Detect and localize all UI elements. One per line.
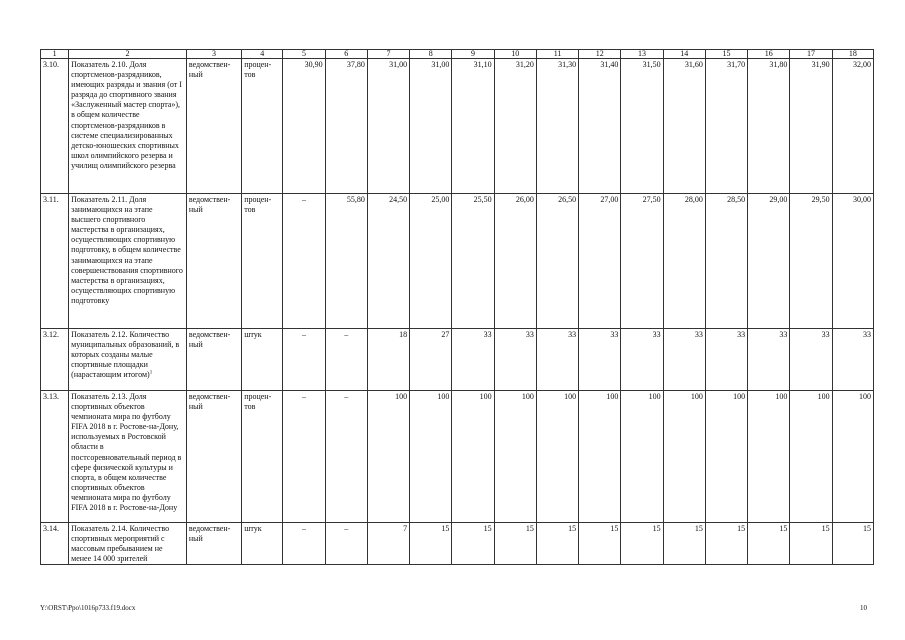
- unit-cell: процен-тов: [242, 194, 283, 329]
- value-cell: 27,00: [579, 194, 621, 329]
- value-cell: 18: [367, 329, 409, 391]
- value-cell: 29,50: [790, 194, 832, 329]
- table-row: [41, 329, 874, 391]
- row-number-cell: 3.11.: [41, 194, 69, 329]
- unit-cell: штук: [242, 329, 283, 391]
- value-cell: 28,50: [705, 194, 747, 329]
- value-cell: 31,20: [494, 59, 536, 194]
- value-cell: 100: [705, 391, 747, 523]
- value-cell: 100: [621, 391, 663, 523]
- page-number: 10: [860, 604, 867, 612]
- value-cell: 33: [452, 329, 494, 391]
- value-cell: 100: [748, 391, 790, 523]
- value-cell: 33: [536, 329, 578, 391]
- row-number-cell: 3.10.: [41, 59, 69, 194]
- table-row: [41, 391, 874, 523]
- value-cell: 33: [705, 329, 747, 391]
- value-cell: 26,00: [494, 194, 536, 329]
- value-cell: 15: [410, 523, 452, 565]
- value-cell: 33: [790, 329, 832, 391]
- value-cell: 100: [367, 391, 409, 523]
- header-cell: 6: [325, 50, 367, 59]
- table-row: [41, 59, 874, 194]
- value-cell: 28,00: [663, 194, 705, 329]
- value-cell: –: [283, 329, 325, 391]
- value-cell: 15: [452, 523, 494, 565]
- value-cell: 100: [536, 391, 578, 523]
- value-cell: –: [283, 194, 325, 329]
- value-cell: 15: [621, 523, 663, 565]
- value-cell: 100: [832, 391, 873, 523]
- value-cell: 31,40: [579, 59, 621, 194]
- value-cell: 15: [579, 523, 621, 565]
- value-cell: 15: [663, 523, 705, 565]
- value-cell: 25,00: [410, 194, 452, 329]
- value-cell: 33: [663, 329, 705, 391]
- value-cell: 30,90: [283, 59, 325, 194]
- indicators-table: [40, 49, 874, 565]
- header-cell: 4: [242, 50, 283, 59]
- value-cell: 24,50: [367, 194, 409, 329]
- value-cell: 100: [579, 391, 621, 523]
- value-cell: 27: [410, 329, 452, 391]
- value-cell: 30,00: [832, 194, 873, 329]
- value-cell: 31,10: [452, 59, 494, 194]
- header-cell: 15: [705, 50, 747, 59]
- header-cell: 12: [579, 50, 621, 59]
- value-cell: 15: [494, 523, 536, 565]
- value-cell: 15: [748, 523, 790, 565]
- table-row: [41, 194, 874, 329]
- table-row: [41, 523, 874, 565]
- indicator-type-cell: ведомствен-ный: [186, 391, 241, 523]
- value-cell: 31,80: [748, 59, 790, 194]
- value-cell: 7: [367, 523, 409, 565]
- value-cell: 33: [621, 329, 663, 391]
- value-cell: 15: [705, 523, 747, 565]
- indicator-type-cell: ведомствен-ный: [186, 59, 241, 194]
- value-cell: 31,00: [367, 59, 409, 194]
- value-cell: 33: [748, 329, 790, 391]
- header-cell: 11: [536, 50, 578, 59]
- header-cell: 7: [367, 50, 409, 59]
- value-cell: 31,70: [705, 59, 747, 194]
- unit-cell: процен-тов: [242, 59, 283, 194]
- value-cell: 15: [536, 523, 578, 565]
- unit-cell: штук: [242, 523, 283, 565]
- header-cell: 10: [494, 50, 536, 59]
- header-cell: 17: [790, 50, 832, 59]
- indicator-name-cell: Показатель 2.12. Количество муниципальных образований, в которых созданы малые спортивные площадки (нарастающим итогом)$^1$: [69, 329, 187, 391]
- unit-cell: процен-тов: [242, 391, 283, 523]
- row-number-cell: 3.14.: [41, 523, 69, 565]
- value-cell: –: [325, 523, 367, 565]
- value-cell: –: [325, 329, 367, 391]
- value-cell: 37,80: [325, 59, 367, 194]
- header-cell: 9: [452, 50, 494, 59]
- header-cell: 13: [621, 50, 663, 59]
- value-cell: 33: [832, 329, 873, 391]
- row-number-cell: 3.13.: [41, 391, 69, 523]
- indicator-name-cell: Показатель 2.11. Доля занимающихся на этапе высшего спортивного мастерства в организациях, осуществляющих спортивную подготовку, в общем количестве занимающихся на этапе совершенствования спортивного мастерства в организациях, осуществляющих спортивную подготовку: [69, 194, 187, 329]
- value-cell: 100: [452, 391, 494, 523]
- value-cell: 100: [663, 391, 705, 523]
- indicator-type-cell: ведомствен-ный: [186, 523, 241, 565]
- value-cell: 31,30: [536, 59, 578, 194]
- header-cell: 1: [41, 50, 69, 59]
- value-cell: 32,00: [832, 59, 873, 194]
- header-cell: 3: [186, 50, 241, 59]
- value-cell: 31,60: [663, 59, 705, 194]
- value-cell: 31,90: [790, 59, 832, 194]
- value-cell: 26,50: [536, 194, 578, 329]
- value-cell: 100: [410, 391, 452, 523]
- header-cell: 14: [663, 50, 705, 59]
- value-cell: 55,80: [325, 194, 367, 329]
- footnote-marker: 1: [149, 370, 153, 376]
- value-cell: 31,00: [410, 59, 452, 194]
- indicator-type-cell: ведомствен-ный: [186, 194, 241, 329]
- value-cell: –: [283, 391, 325, 523]
- value-cell: 25,50: [452, 194, 494, 329]
- header-cell: 8: [410, 50, 452, 59]
- header-row: [41, 50, 874, 59]
- indicator-name-cell: Показатель 2.13. Доля спортивных объектов чемпионата мира по футболу FIFA 2018 в г. Ростове-на-Дону, используемых в Ростовской области в постсоревновательный период в сфере физической культуры и спорта, в общем количестве спортивных объектов чемпионата мира по футболу FIFA 2018 в г. Ростове-на-Дону: [69, 391, 187, 523]
- indicator-type-cell: ведомствен-ный: [186, 329, 241, 391]
- value-cell: 100: [494, 391, 536, 523]
- header-cell: 18: [832, 50, 873, 59]
- value-cell: 100: [790, 391, 832, 523]
- row-number-cell: 3.12.: [41, 329, 69, 391]
- file-path: Y:\ORST\Ppo\1016p733.f19.docx: [40, 604, 136, 612]
- value-cell: –: [283, 523, 325, 565]
- value-cell: –: [325, 391, 367, 523]
- value-cell: 29,00: [748, 194, 790, 329]
- header-cell: 16: [748, 50, 790, 59]
- value-cell: 15: [832, 523, 873, 565]
- value-cell: 33: [494, 329, 536, 391]
- indicator-name-cell: Показатель 2.10. Доля спортсменов-разрядников, имеющих разряды и звания (от I разряда до спортивного звания «Заслуженный мастер спорта»), в общем количестве спортсменов-разрядников в системе специализированных детско-юношеских спортивных школ олимпийского резерва и училищ олимпийского резерва: [69, 59, 187, 194]
- value-cell: 15: [790, 523, 832, 565]
- header-cell: 5: [283, 50, 325, 59]
- value-cell: 27,50: [621, 194, 663, 329]
- value-cell: 31,50: [621, 59, 663, 194]
- value-cell: 33: [579, 329, 621, 391]
- indicator-name-cell: Показатель 2.14. Количество спортивных мероприятий с массовым пребыванием не менее 14 000 зрителей: [69, 523, 187, 565]
- header-cell: 2: [69, 50, 187, 59]
